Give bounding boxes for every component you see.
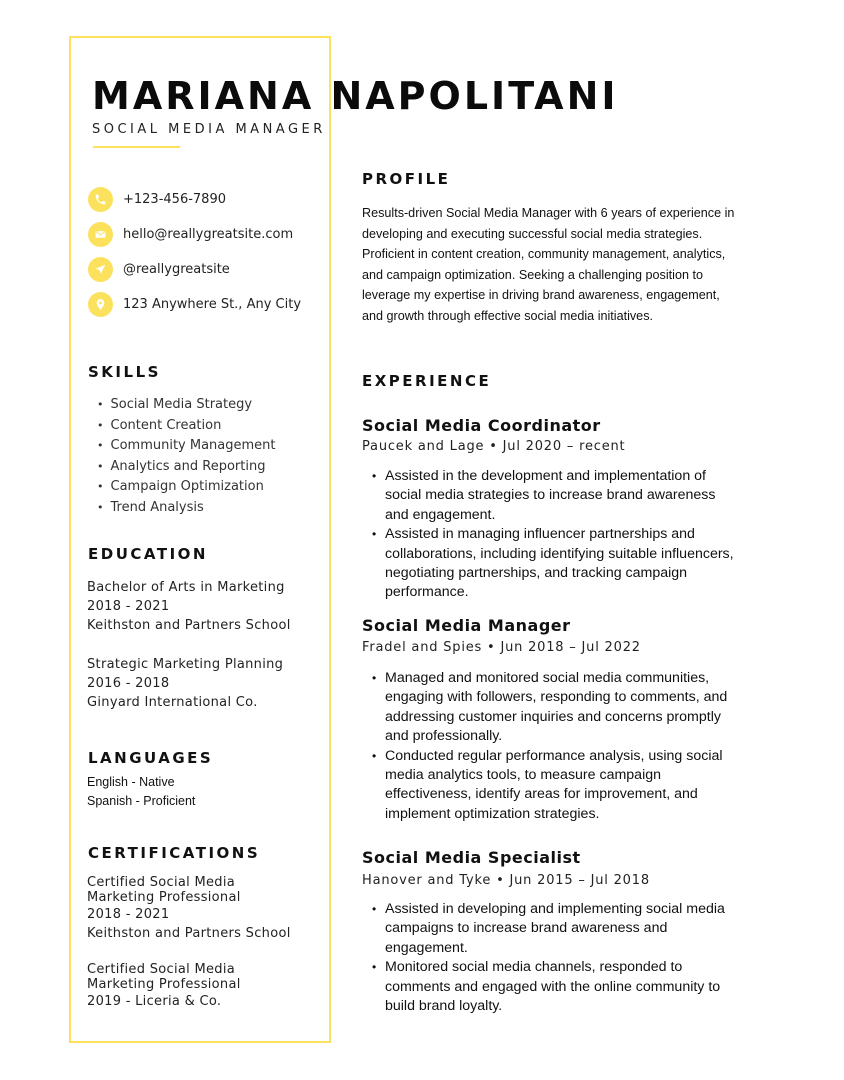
contact-item-social	[88, 256, 328, 282]
certification-name: Marketing Professional	[87, 890, 241, 905]
certification-entry	[87, 962, 241, 1011]
job-bullet: • Conducted regular performance analysis, using social media analytics tools, to measure campaign effectiveness, identify areas for improvement, and implement optimization strategies.	[372, 747, 742, 825]
job-title: Social Media Specialist	[362, 848, 581, 867]
certification-issuer: Keithston and Partners School	[87, 926, 291, 941]
job-bullet: • Assisted in developing and implementing social media campaigns to increase brand awareness and engagement.	[372, 900, 742, 958]
social-handle: @reallygreatsite	[123, 261, 230, 277]
education-degree: Strategic Marketing Planning	[87, 657, 284, 672]
skill-item: • Trend Analysis	[97, 498, 276, 519]
street-address: 123 Anywhere St., Any City	[123, 296, 302, 312]
education-heading: EDUCATION	[88, 545, 208, 563]
languages-heading: LANGUAGES	[88, 749, 214, 767]
job-bullets	[372, 467, 742, 603]
skills-heading: SKILLS	[88, 363, 161, 381]
job-bullet: • Monitored social media channels, responded to comments and engaged with the online community to build brand loyalty.	[372, 958, 742, 1016]
mail-icon	[88, 222, 113, 247]
job-company-dates: Hanover and Tyke • Jun 2015 – Jul 2018	[362, 873, 650, 888]
education-entry	[87, 578, 291, 635]
education-school: Ginyard International Co.	[87, 695, 258, 710]
education-years: 2016 - 2018	[87, 676, 170, 691]
skill-item: • Community Management	[97, 436, 276, 457]
experience-heading: EXPERIENCE	[362, 372, 492, 390]
job-company-dates: Paucek and Lage • Jul 2020 – recent	[362, 439, 626, 454]
education-years: 2018 - 2021	[87, 599, 170, 614]
job-bullet: • Assisted in managing influencer partnerships and collaborations, including identifying suitable influencers, negotiating partnerships, and tracking campaign performance.	[372, 525, 742, 603]
contact-item-email	[88, 221, 328, 247]
contact-list	[88, 186, 328, 326]
job-title-subtitle: SOCIAL MEDIA MANAGER	[92, 122, 326, 137]
job-bullet: • Assisted in the development and implementation of social media strategies to increase brand awareness and engagement.	[372, 467, 742, 525]
job-company-dates: Fradel and Spies • Jun 2018 – Jul 2022	[362, 640, 641, 655]
skills-list	[97, 395, 276, 519]
phone-number: +123-456-7890	[123, 191, 226, 207]
skill-item: • Analytics and Reporting	[97, 457, 276, 478]
skill-item: • Social Media Strategy	[97, 395, 276, 416]
education-degree: Bachelor of Arts in Marketing	[87, 580, 285, 595]
profile-heading: PROFILE	[362, 170, 451, 188]
certifications-heading: CERTIFICATIONS	[88, 844, 261, 862]
job-bullets	[372, 669, 742, 824]
job-title: Social Media Coordinator	[362, 416, 601, 435]
certification-name: Marketing Professional	[87, 977, 241, 992]
certification-name: Certified Social Media	[87, 875, 236, 890]
contact-item-address	[88, 291, 328, 317]
candidate-name: MARIANA NAPOLITANI	[92, 74, 619, 118]
language-item: Spanish - Proficient	[87, 794, 196, 808]
job-bullets	[372, 900, 742, 1016]
language-item: English - Native	[87, 775, 175, 789]
certification-entry	[87, 875, 291, 943]
location-pin-icon	[88, 292, 113, 317]
job-title: Social Media Manager	[362, 616, 571, 635]
profile-summary: Results-driven Social Media Manager with 6 years of experience in developing and executing successful social media strategies. Proficient in content creation, community management, analytics, and campaign optimization. Seeking a challenging position to leverage my expertise in driving brand awareness, engagement, and growth through effective social media initiatives.	[362, 206, 735, 323]
send-icon	[88, 257, 113, 282]
certification-name: Certified Social Media	[87, 962, 236, 977]
languages-list	[87, 773, 195, 811]
email-address: hello@reallygreatsite.com	[123, 226, 294, 242]
phone-icon	[88, 187, 113, 212]
skill-item: • Campaign Optimization	[97, 477, 276, 498]
certification-years: 2019 - Liceria & Co.	[87, 994, 222, 1009]
title-underline	[93, 146, 180, 148]
skill-item: • Content Creation	[97, 416, 276, 437]
education-school: Keithston and Partners School	[87, 618, 291, 633]
job-bullet: • Managed and monitored social media communities, engaging with followers, responding to comments, and addressing customer inquiries and concerns promptly and professionally.	[372, 669, 742, 747]
contact-item-phone	[88, 186, 328, 212]
education-entry	[87, 655, 283, 712]
certification-years: 2018 - 2021	[87, 907, 170, 922]
